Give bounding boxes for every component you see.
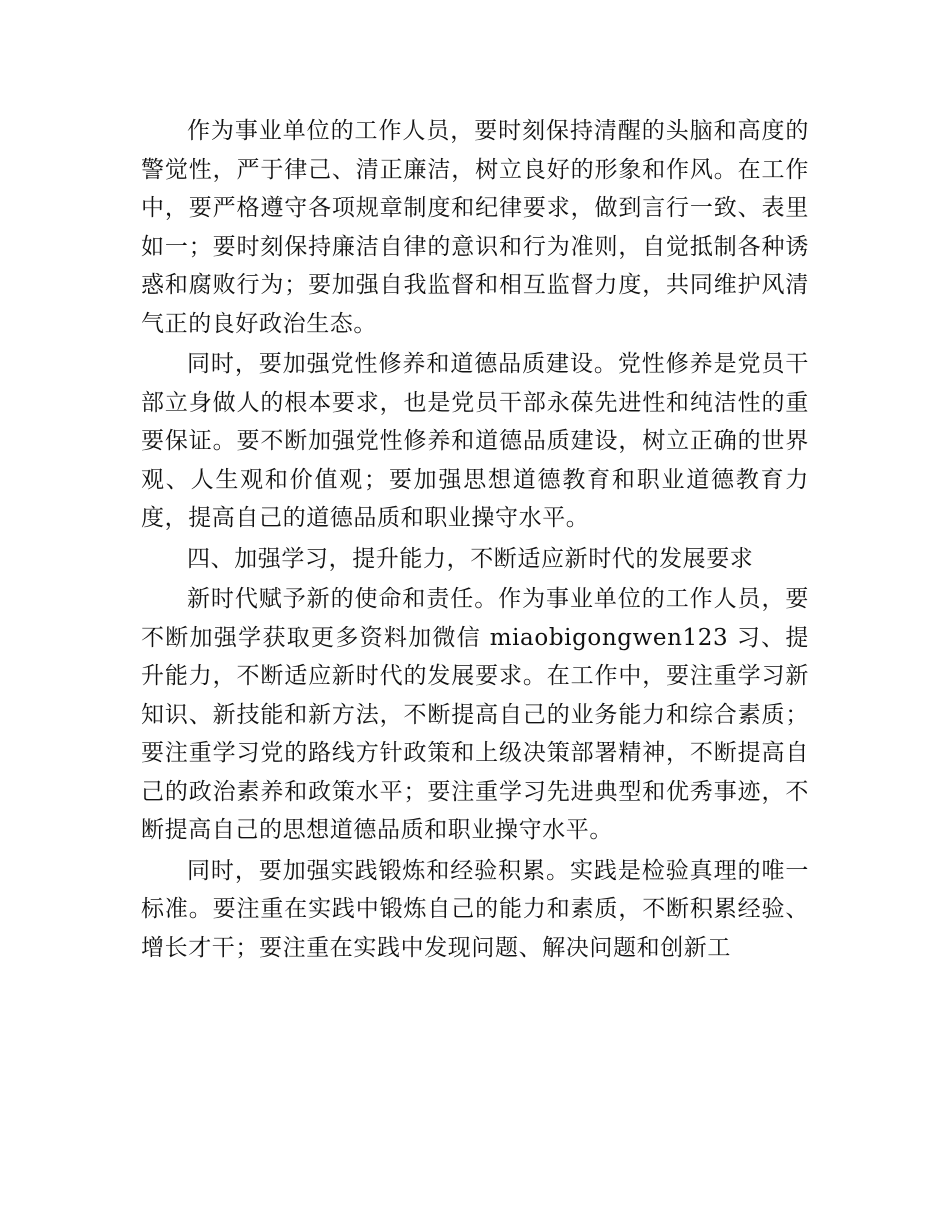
document-body (141, 112, 809, 969)
section-heading-four: 四、加强学习，提升能力，不断适应新时代的发展要求 (187, 545, 754, 572)
paragraph-new-era-learning: 新时代赋予新的使命和责任。作为事业单位的工作人员，要不断加强学获取更多资料加微信 miaobigongwen123 习、提升能力，不断适应新时代的发展要求。在工作中，要注重学习新知识、新技能和新方法，不断提高自己的业务能力和综合素质；要注重学习党的路线方针政策和上级决策部署精神，不断提高自己的政治素养和政策水平；要注重学习先进典型和优秀事迹，不断提高自己的思想道德品质和职业操守水平。 (141, 586, 809, 843)
paragraph-party-cultivation: 同时，要加强党性修养和道德品质建设。党性修养是党员干部立身做人的根本要求，也是党员干部永葆先进性和纯洁性的重要保证。要不断加强党性修养和道德品质建设，树立正确的世界观、人生观和价值观；要加强思想道德教育和职业道德教育力度，提高自己的道德品质和职业操守水平。 (141, 351, 809, 531)
paragraph-practice: 同时，要加强实践锻炼和经验积累。实践是检验真理的唯一标准。要注重在实践中锻炼自己的能力和素质，不断积累经验、增长才干；要注重在实践中发现问题、解决问题和创新工 (141, 857, 809, 961)
paragraph-integrity: 作为事业单位的工作人员，要时刻保持清醒的头脑和高度的警觉性，严于律己、清正廉洁，树立良好的形象和作风。在工作中，要严格遵守各项规章制度和纪律要求，做到言行一致、表里如一；要时刻保持廉洁自律的意识和行为准则，自觉抵制各种诱惑和腐败行为；要加强自我监督和相互监督力度，共同维护风清气正的良好政治生态。 (141, 118, 809, 337)
